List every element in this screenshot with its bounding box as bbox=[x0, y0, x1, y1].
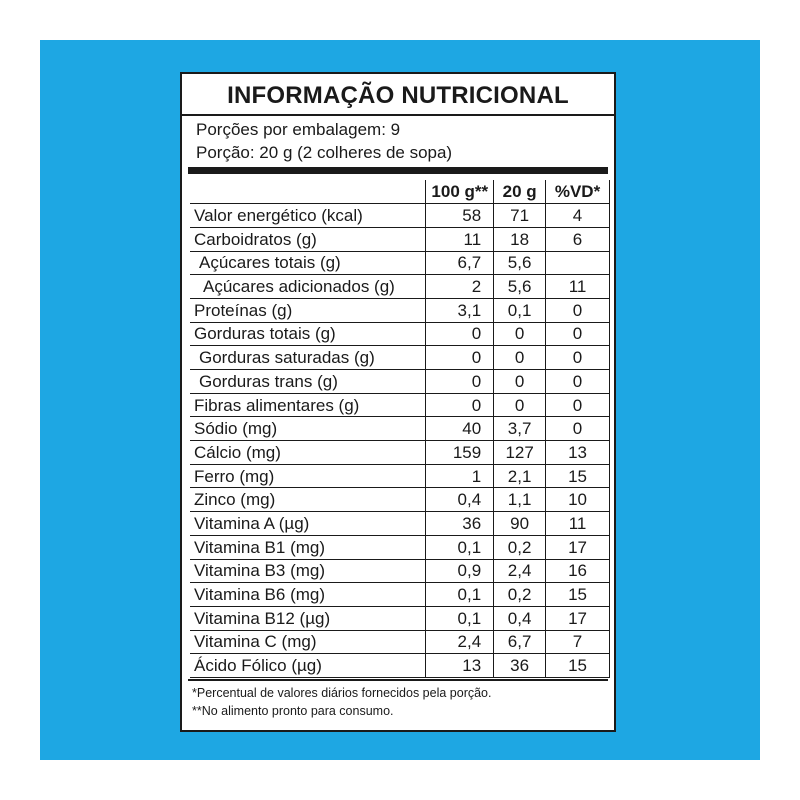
thick-divider bbox=[188, 167, 608, 174]
value-daily-percent: 0 bbox=[546, 298, 610, 322]
value-per-100g: 1 bbox=[426, 464, 494, 488]
value-per-100g: 11 bbox=[426, 227, 494, 251]
value-per-20g: 90 bbox=[494, 512, 546, 536]
value-per-20g: 36 bbox=[494, 654, 546, 678]
value-per-20g: 5,6 bbox=[494, 251, 546, 275]
nutrient-name: Ácido Fólico (µg) bbox=[194, 656, 322, 676]
value-per-100g: 0,1 bbox=[426, 583, 494, 607]
table-row bbox=[190, 512, 610, 536]
value-per-20g: 0 bbox=[494, 346, 546, 370]
footnote-daily-value: *Percentual de valores diários fornecidos pela porção. bbox=[192, 686, 492, 700]
label-title: INFORMAÇÃO NUTRICIONAL bbox=[227, 82, 569, 109]
value-per-20g: 0 bbox=[494, 370, 546, 394]
header-daily-value: %VD* bbox=[546, 180, 610, 204]
table-row bbox=[190, 370, 610, 394]
table-row bbox=[190, 441, 610, 465]
footnote-ready-to-eat: **No alimento pronto para consumo. bbox=[192, 704, 394, 718]
value-per-100g: 6,7 bbox=[426, 251, 494, 275]
value-per-20g: 127 bbox=[494, 441, 546, 465]
table-row bbox=[190, 346, 610, 370]
nutrient-name: Vitamina A (µg) bbox=[194, 513, 310, 533]
nutrient-name: Gorduras totais (g) bbox=[194, 324, 336, 344]
nutrient-name: Valor energético (kcal) bbox=[194, 206, 363, 226]
value-per-20g: 0 bbox=[494, 393, 546, 417]
nutrient-name: Vitamina B12 (µg) bbox=[194, 608, 331, 628]
value-daily-percent: 0 bbox=[546, 393, 610, 417]
title-divider bbox=[182, 114, 614, 116]
value-per-20g: 2,4 bbox=[494, 559, 546, 583]
table-row bbox=[190, 464, 610, 488]
table-row bbox=[190, 630, 610, 654]
value-per-100g: 0 bbox=[426, 346, 494, 370]
value-daily-percent: 7 bbox=[546, 630, 610, 654]
value-per-100g: 2 bbox=[426, 275, 494, 299]
value-daily-percent: 13 bbox=[546, 441, 610, 465]
value-per-20g: 2,1 bbox=[494, 464, 546, 488]
table-row bbox=[190, 654, 610, 678]
value-daily-percent: 15 bbox=[546, 654, 610, 678]
nutrient-name: Vitamina B1 (mg) bbox=[194, 537, 326, 557]
value-per-20g: 0,2 bbox=[494, 583, 546, 607]
value-daily-percent: 0 bbox=[546, 322, 610, 346]
table-row bbox=[190, 251, 610, 275]
value-daily-percent: 17 bbox=[546, 606, 610, 630]
value-per-100g: 0,1 bbox=[426, 606, 494, 630]
table-row bbox=[190, 559, 610, 583]
nutrient-name: Proteínas (g) bbox=[194, 300, 293, 320]
value-per-20g: 71 bbox=[494, 204, 546, 228]
value-daily-percent: 11 bbox=[546, 512, 610, 536]
value-per-100g: 0 bbox=[426, 370, 494, 394]
nutrient-name: Carboidratos (g) bbox=[194, 229, 317, 249]
table-row bbox=[190, 583, 610, 607]
value-per-20g: 0,1 bbox=[494, 298, 546, 322]
value-per-100g: 0 bbox=[426, 393, 494, 417]
table-body bbox=[190, 204, 610, 678]
value-daily-percent: 17 bbox=[546, 535, 610, 559]
value-per-20g: 6,7 bbox=[494, 630, 546, 654]
nutrient-name: Açúcares totais (g) bbox=[199, 253, 341, 273]
value-per-100g: 0 bbox=[426, 322, 494, 346]
nutrient-name: Fibras alimentares (g) bbox=[194, 395, 360, 415]
servings-per-package: Porções por embalagem: 9 bbox=[196, 120, 401, 139]
value-daily-percent: 15 bbox=[546, 464, 610, 488]
serving-size: Porção: 20 g (2 colheres de sopa) bbox=[196, 143, 453, 162]
value-per-100g: 159 bbox=[426, 441, 494, 465]
table-row bbox=[190, 393, 610, 417]
table-row bbox=[190, 204, 610, 228]
nutrient-name: Gorduras saturadas (g) bbox=[199, 348, 375, 368]
value-daily-percent: 4 bbox=[546, 204, 610, 228]
nutrient-name: Sódio (mg) bbox=[194, 419, 278, 439]
nutrient-name: Açúcares adicionados (g) bbox=[203, 277, 395, 297]
table-row bbox=[190, 227, 610, 251]
value-per-100g: 0,4 bbox=[426, 488, 494, 512]
value-daily-percent: 15 bbox=[546, 583, 610, 607]
nutrient-name: Gorduras trans (g) bbox=[199, 371, 338, 391]
nutrient-name: Vitamina C (mg) bbox=[194, 632, 317, 652]
value-per-20g: 1,1 bbox=[494, 488, 546, 512]
value-daily-percent: 10 bbox=[546, 488, 610, 512]
table-row bbox=[190, 275, 610, 299]
nutrition-facts-label bbox=[180, 72, 616, 732]
nutrient-name: Cálcio (mg) bbox=[194, 442, 281, 462]
nutrient-name: Zinco (mg) bbox=[194, 490, 276, 510]
footer-divider bbox=[188, 679, 608, 681]
header-nutrient bbox=[190, 180, 426, 204]
value-daily-percent: 11 bbox=[546, 275, 610, 299]
value-per-100g: 40 bbox=[426, 417, 494, 441]
value-per-100g: 3,1 bbox=[426, 298, 494, 322]
value-daily-percent: 0 bbox=[546, 370, 610, 394]
table-row bbox=[190, 298, 610, 322]
value-per-20g: 0,2 bbox=[494, 535, 546, 559]
table-row bbox=[190, 488, 610, 512]
value-daily-percent: 6 bbox=[546, 227, 610, 251]
table-row bbox=[190, 606, 610, 630]
value-per-100g: 13 bbox=[426, 654, 494, 678]
nutrient-name: Vitamina B6 (mg) bbox=[194, 585, 326, 605]
nutrition-table bbox=[190, 180, 610, 678]
value-per-20g: 0,4 bbox=[494, 606, 546, 630]
value-daily-percent bbox=[546, 251, 610, 275]
table-row bbox=[190, 322, 610, 346]
nutrient-name: Ferro (mg) bbox=[194, 466, 275, 486]
value-daily-percent: 16 bbox=[546, 559, 610, 583]
header-per-20g: 20 g bbox=[494, 180, 546, 204]
value-per-20g: 18 bbox=[494, 227, 546, 251]
value-per-20g: 5,6 bbox=[494, 275, 546, 299]
value-per-100g: 0,1 bbox=[426, 535, 494, 559]
nutrient-name: Vitamina B3 (mg) bbox=[194, 561, 326, 581]
value-per-100g: 0,9 bbox=[426, 559, 494, 583]
value-per-20g: 0 bbox=[494, 322, 546, 346]
value-per-100g: 36 bbox=[426, 512, 494, 536]
table-row bbox=[190, 535, 610, 559]
header-per-100g: 100 g** bbox=[426, 180, 494, 204]
value-daily-percent: 0 bbox=[546, 346, 610, 370]
table-row bbox=[190, 417, 610, 441]
table-header-row bbox=[190, 180, 610, 204]
value-per-100g: 58 bbox=[426, 204, 494, 228]
value-daily-percent: 0 bbox=[546, 417, 610, 441]
value-per-20g: 3,7 bbox=[494, 417, 546, 441]
value-per-100g: 2,4 bbox=[426, 630, 494, 654]
